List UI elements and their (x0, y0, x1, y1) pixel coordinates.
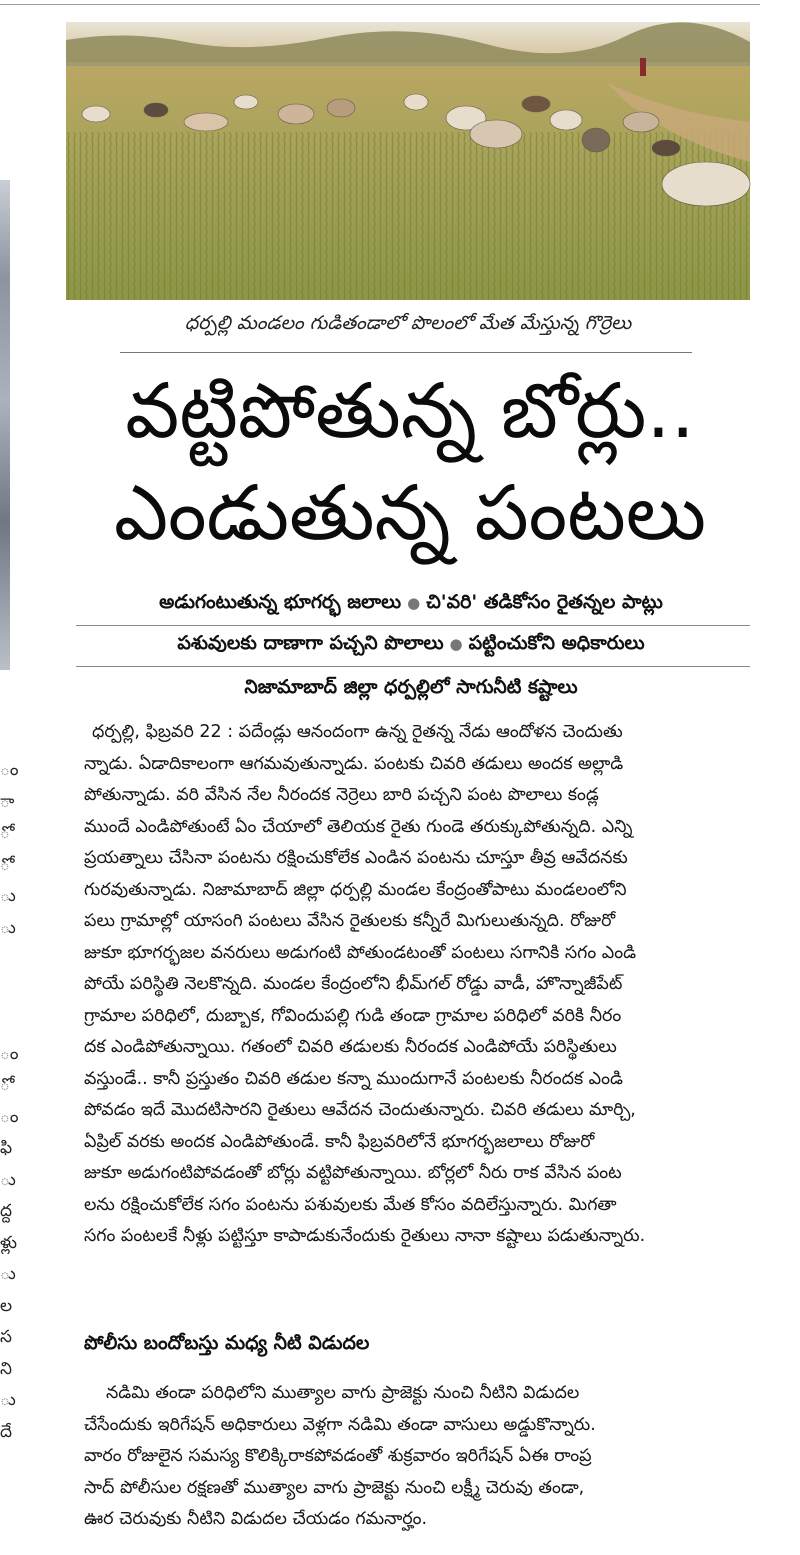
adjacent-column-fragment: ు (0, 1264, 16, 1284)
caption-divider (120, 352, 692, 353)
adjacent-column-fragment: ు (0, 917, 16, 938)
headline-line-1: వట్టిపోతున్న బోర్లు.. (125, 366, 695, 455)
article-line: దక ఎండిపోతున్నాయి. గతంలో చివరి తడులకు నీరందక ఎండిపోయే పరిస్థితులు (84, 1037, 617, 1057)
adjacent-column-fragment: ో (0, 854, 10, 875)
article-line: ఏప్రిల్ వరకు అందక ఎండిపోతుండే. కానీ ఫిబ్రవరిలోనే భూగర్భజలాలు రోజురో (84, 1131, 595, 1152)
article-line: పోవడం ఇదే మొదటిసారని రైతులు ఆవేదన చెందుతున్నారు. చివరి తడులు మార్చి, (84, 1100, 636, 1120)
adjacent-column-fragment: ం (0, 1106, 19, 1127)
headline-line-2: ఎండుతున్న పంటలు (113, 468, 707, 557)
adjacent-column-fragment: ు (0, 1169, 16, 1190)
subheading-divider-2 (76, 666, 750, 667)
article-line: ధర్పల్లి, ఫిబ్రవరి 22 : పదేండ్లు ఆనందంగా ఉన్న రైతన్న నేడు ఆందోళన చెందుతు (92, 722, 623, 742)
subheading-1b: చి'వరి' తడికోసం రైతన్నల పాట్లు (426, 591, 663, 613)
adjacent-article-photo-edge (0, 180, 10, 670)
article-line: జుకూ అడుగంటిపోవడంతో బోర్లు వట్టిపోతున్నాయి. బోర్లలో నీరు రాక వేసిన పంట (84, 1163, 622, 1183)
adjacent-column-fragment: ా (0, 791, 15, 812)
adjacent-column-fragment: ం (0, 1043, 19, 1064)
adjacent-column-text (0, 755, 19, 1448)
adjacent-column-fragment: ో (0, 823, 10, 843)
article-paragraph-2 (84, 1378, 754, 1536)
adjacent-column-fragment: ని (0, 1358, 12, 1379)
article-line: సగం పంటలకే నీళ్లు పట్టిస్తూ కాపాడుకునేందుకు రైతులు నానా కష్టాలు పడుతున్నారు. (84, 1226, 646, 1246)
adjacent-column-fragment: ు (0, 886, 16, 906)
section-heading: పోలీసు బందోబస్తు మధ్య నీటి విడుదల (84, 1332, 370, 1354)
article-line: పోయే పరిస్థితి నెలకొన్నది. మండల కేంద్రంలోని భీమ్‌గల్ రోడ్డు వాడీ, హొన్నాజీపేట్ (84, 974, 623, 994)
subheading-3: నిజామాబాద్ జిల్లా ధర్పల్లిలో సాగునీటి కష్టాలు (244, 676, 578, 698)
adjacent-column-fragment: ం (0, 760, 19, 780)
article-line: ఊర చెరువుకు నీటిని విడుదల చేయడం గమనార్హం. (84, 1509, 428, 1529)
bullet-dot: ● (449, 635, 463, 653)
article-line: వారం రోజులైన సమస్య కొలిక్కిరాకపోవడంతో శుక్రవారం ఇరిగేషన్ ఏఈ రాంప్ర (84, 1446, 592, 1466)
photo-caption: ధర్పల్లి మండలం గుడితండాలో పొలంలో మేత మేస్తున్న గొర్రెలు (184, 312, 632, 334)
adjacent-column-fragment: ల (0, 1295, 13, 1316)
article-photo (66, 22, 750, 300)
subheading-2b: పట్టించుకోని అధికారులు (468, 632, 645, 654)
subheading-2 (66, 632, 756, 659)
subheading-2a: పశువులకు దాణాగా పచ్చని పొలాలు (177, 632, 444, 654)
article-line: జుకూ భూగర్భజల వనరులు అడుగంటి పోతుండటంతో పంటలు సగానికి సగం ఎండి (84, 942, 637, 963)
article-line: నడిమి తండా పరిధిలోని ముత్యాల వాగు ప్రాజెక్టు నుంచి నీటిని విడుదల (106, 1383, 580, 1403)
article-line: చేసేందుకు ఇరిగేషన్ అధికారులు వెళ్లగా నడిమి తండా వాసులు అడ్డుకొన్నారు. (84, 1414, 596, 1435)
article-line: న్నాడు. ఏడాదికాలంగా ఆగమవుతున్నాడు. పంటకు చివరి తడులు అందక అల్లాడి (84, 753, 624, 774)
adjacent-column-fragment: ు (0, 1390, 16, 1410)
article-line: గ్రామాల పరిధిలో, దుబ్బాక, గోవిందుపల్లి గుడి తండా గ్రామాల పరిధిలో వరికి నీరం (84, 1005, 622, 1026)
adjacent-column-fragment: ద్ద (0, 1201, 13, 1221)
article-paragraph-1 (84, 717, 754, 1253)
subheading-1 (66, 591, 756, 618)
top-rule (0, 4, 760, 5)
adjacent-column-fragment: స (0, 1327, 12, 1347)
article-line: లను రక్షించుకోలేక సగం పంటను పశువులకు మేత కోసం వదిలేస్తున్నారు. మిగతా (84, 1194, 617, 1215)
subheading-1a: అడుగంటుతున్న భూగర్భ జలాలు (159, 591, 402, 613)
adjacent-column-fragment: ో (0, 1075, 10, 1095)
article-line: పోతున్నాడు. వరి వేసిన నేల నీరందక నెర్రెలు బారి పచ్చని పంట పొలాలు కండ్ల (84, 785, 599, 805)
adjacent-column-fragment: ఫి (0, 1138, 13, 1158)
article-line: వస్తుండే.. కానీ ప్రస్తుతం చివరి తడుల కన్నా ముందుగానే పంటలకు నీరందక ఎండి (84, 1068, 623, 1089)
article-line: ప్రయత్నాలు చేసినా పంటను రక్షించుకోలేక ఎండిన పంటను చూస్తూ తీవ్ర ఆవేదనకు (84, 848, 628, 868)
bullet-dot: ● (407, 594, 421, 612)
article-line: సాద్ పోలీసుల రక్షణతో ముత్యాల వాగు ప్రాజెక్టు నుంచి లక్ష్మీ చెరువు తండా, (84, 1477, 585, 1498)
headline (60, 360, 760, 564)
adjacent-column-fragment (0, 944, 14, 976)
article-line: ముందే ఎండిపోతుంటే ఏం చేయాలో తెలియక రైతు గుండె తరుక్కుపోతున్నది. ఎన్ని (84, 816, 633, 837)
adjacent-column-fragment (0, 976, 14, 1008)
adjacent-column-fragment: దే (0, 1421, 13, 1442)
adjacent-column-fragment (0, 1007, 14, 1039)
article-line: గురవుతున్నాడు. నిజామాబాద్ జిల్లా ధర్పల్లి మండల కేంద్రంతోపాటు మండలంలోని (84, 879, 627, 900)
subheading-divider-1 (76, 625, 750, 626)
article-line: పలు గ్రామాల్లో యాసంగి పంటలు వేసిన రైతులకు కన్నీరే మిగులుతున్నది. రోజురో (84, 911, 616, 931)
adjacent-column-fragment: ళ్లు (0, 1232, 17, 1253)
